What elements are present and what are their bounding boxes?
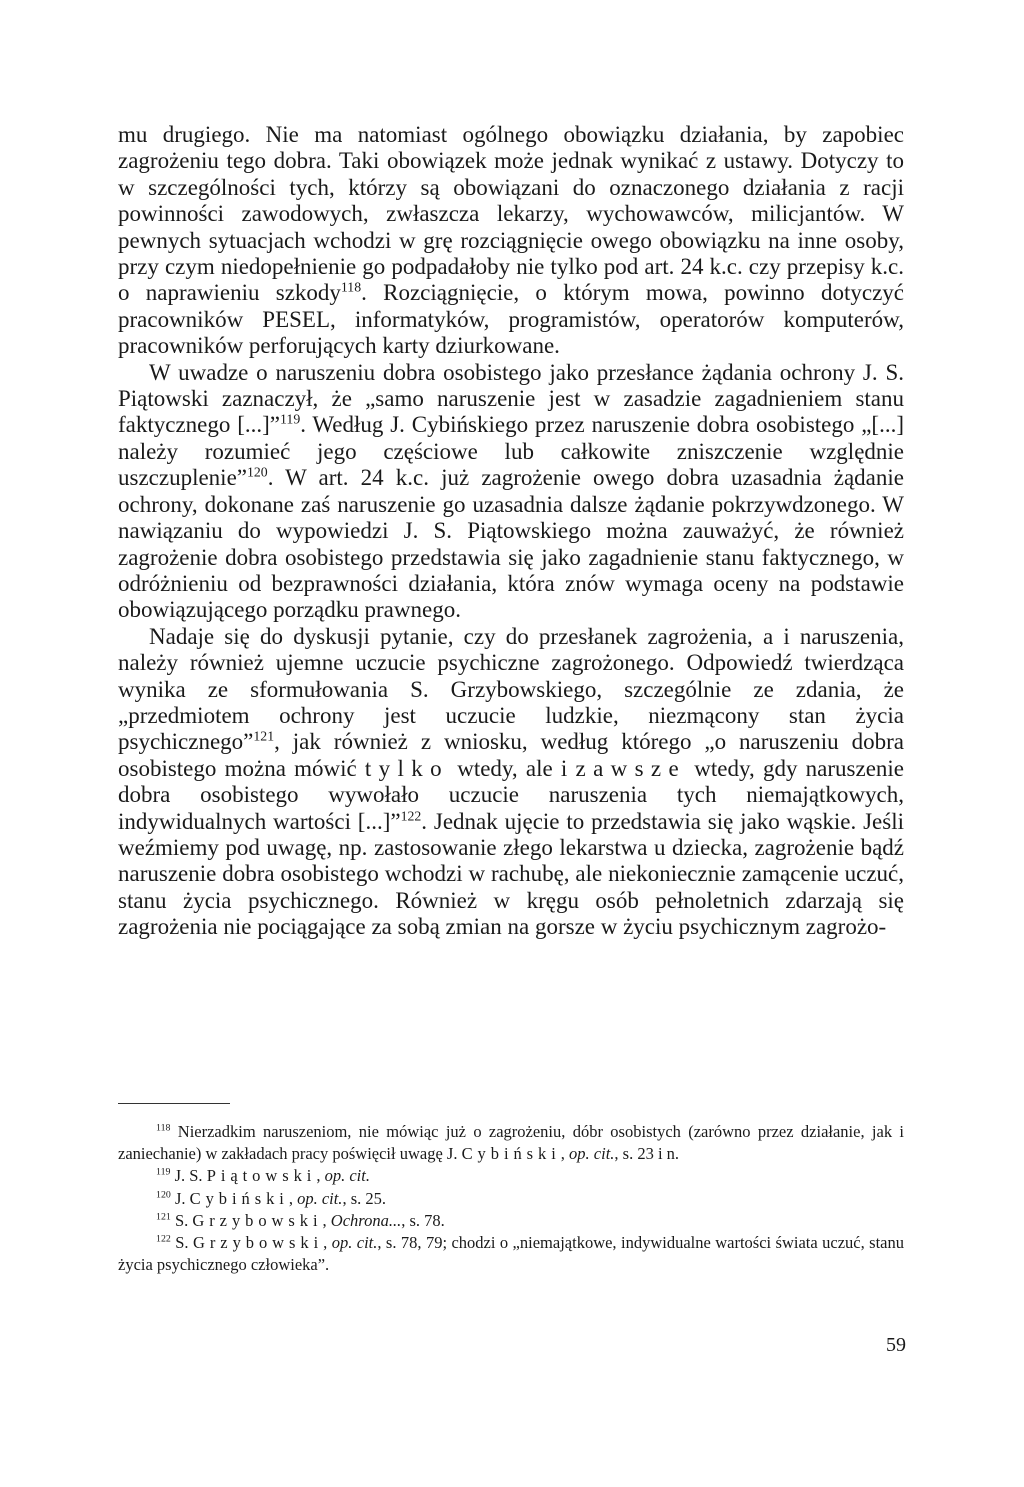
footnote: $^{121}$ S. Grzybowski, Ochrona..., s. 78. (156, 1210, 445, 1230)
footnote-separator (118, 1103, 230, 1104)
footnote: $^{120}$ J. Cybiński, op. cit., s. 25. (156, 1188, 386, 1208)
body-text (118, 122, 904, 941)
footnote: $^{122}$ S. Grzybowski, op. cit., s. 78, 79; chodzi o „niemajątkowe, indywidualne wartości świata uczuć, stanu życia psychicznego człowieka”. (118, 1233, 904, 1275)
footnote: $^{118}$ Nierzadkim naruszeniom, nie mówiąc już o zagrożeniu, dóbr osobistych (zarówno przez działanie, jak i zaniechanie) w zakładach pracy poświęcił uwagę J. Cybiński, op. cit., s. 23 i n. (118, 1122, 904, 1164)
italic-text: op. cit. (569, 1144, 615, 1164)
spaced-text: Piątowski (206, 1166, 317, 1186)
italic-text: op. cit. (297, 1188, 343, 1208)
paragraph: W uwadze o naruszeniu dobra osobistego jako przesłance żądania ochrony J. S. Piątowski zaznaczył, że „samo naruszenie jest w zasadzie zagadnieniem stanu faktycznego [...]”$^{119}$. Według J. Cybińskiego przez naruszenie dobra osobistego „[...] należy rozumieć jego częściowe lub całkowite zniszczenie względnie uszczuplenie”$^{120}$. W art. 24 k.c. już zagrożenie owego dobra uzasadnia żądanie ochrony, dokonane zaś naruszenie go uzasadnia dalsze żądanie pokrzywdzonego. W nawiązaniu do wypowiedzi J. S. Piątowskiego można zauważyć, że również zagrożenie dobra osobistego przedstawia się jako zagadnienie stanu faktycznego, w odróżnieniu od bezprawności działania, która znów wymaga oceny na podstawie obowiązującego porządku prawnego. (118, 359, 905, 623)
italic-text: op. cit. (331, 1233, 378, 1253)
spaced-text: zawsze (575, 755, 687, 781)
spaced-text: Cybiński (189, 1188, 289, 1208)
footnote-ref: 120 (156, 1189, 171, 1201)
footnote-ref: 120 (246, 464, 268, 480)
spaced-text: Grzybowski (192, 1233, 324, 1253)
footnote-ref: 118 (156, 1122, 171, 1134)
page-number: 59 (886, 1334, 906, 1356)
footnote-ref: 121 (156, 1211, 171, 1223)
footnote: $^{119}$ J. S. Piątowski, op. cit. (156, 1166, 370, 1186)
footnotes (118, 1121, 904, 1276)
italic-text: Ochrona... (330, 1210, 402, 1230)
footnote-ref: 121 (253, 728, 275, 744)
italic-text: op. cit. (324, 1166, 370, 1186)
paragraph: mu drugiego. Nie ma natomiast ogólnego obowiązku działania, by zapobiec zagrożeniu tego dobra. Taki obowiązek może jednak wynikać z ustawy. Dotyczy to w szczególności tych, którzy są obowiązani do oznaczonego działania z racji powinności zawodowych, zwłaszcza lekarzy, wychowawców, milicjantów. W pewnych sytuacjach wchodzi w grę rozciągnięcie owego obowiązku na inne osoby, przy czym niedopełnienie go podpadałoby nie tylko pod art. 24 k.c. czy przepisy k.c. o naprawieniu szkody$^{118}$. Rozciągnięcie, o którym mowa, powinno dotyczyć pracowników PESEL, informatyków, programistów, operatorów komputerów, pracowników perforujących karty dziurkowane. (118, 122, 904, 359)
spaced-text: tylko (364, 755, 450, 781)
spaced-text: Grzybowski (192, 1210, 323, 1230)
footnote-ref: 122 (156, 1233, 171, 1245)
footnote-ref: 118 (340, 279, 362, 295)
footnote-ref: 122 (400, 807, 422, 823)
footnote-ref: 119 (280, 411, 301, 427)
footnote-ref: 119 (156, 1166, 171, 1178)
paragraph: Nadaje się do dyskusji pytanie, czy do przesłanek zagrożenia, a i naruszenia, należy również ujemne uczucie psychiczne zagrożonego. Odpowiedź twierdząca wynika ze sformułowania S. Grzybowskiego, szczególnie ze zdania, że „przedmiotem ochrony jest uczucie ludzkie, niezmącony stan życia psychicznego”$^{121}$, jak również z wniosku, według którego „o naruszeniu dobra osobistego można mówić tylko wtedy, ale i zawsze wtedy, gdy naruszenie dobra osobistego wywołało uczucie naruszenia tych niemajątkowych, indywidualnych wartości [...]”$^{122}$. Jednak ujęcie to przedstawia się jako wąskie. Jeśli weźmiemy pod uwagę, np. zastosowanie złego lekarstwa u dziecka, zagrożenie bądź naruszenie dobra osobistego wchodzi w rachubę, ale niekoniecznie zamącenie uczuć, stanu życia psychicznego. Również w kręgu osób pełnoletnich zdarzają się zagrożenia nie pociągające za sobą zmian na gorsze w życiu psychicznym zagrożo- (118, 623, 904, 940)
spaced-text: Cybiński (461, 1144, 561, 1164)
